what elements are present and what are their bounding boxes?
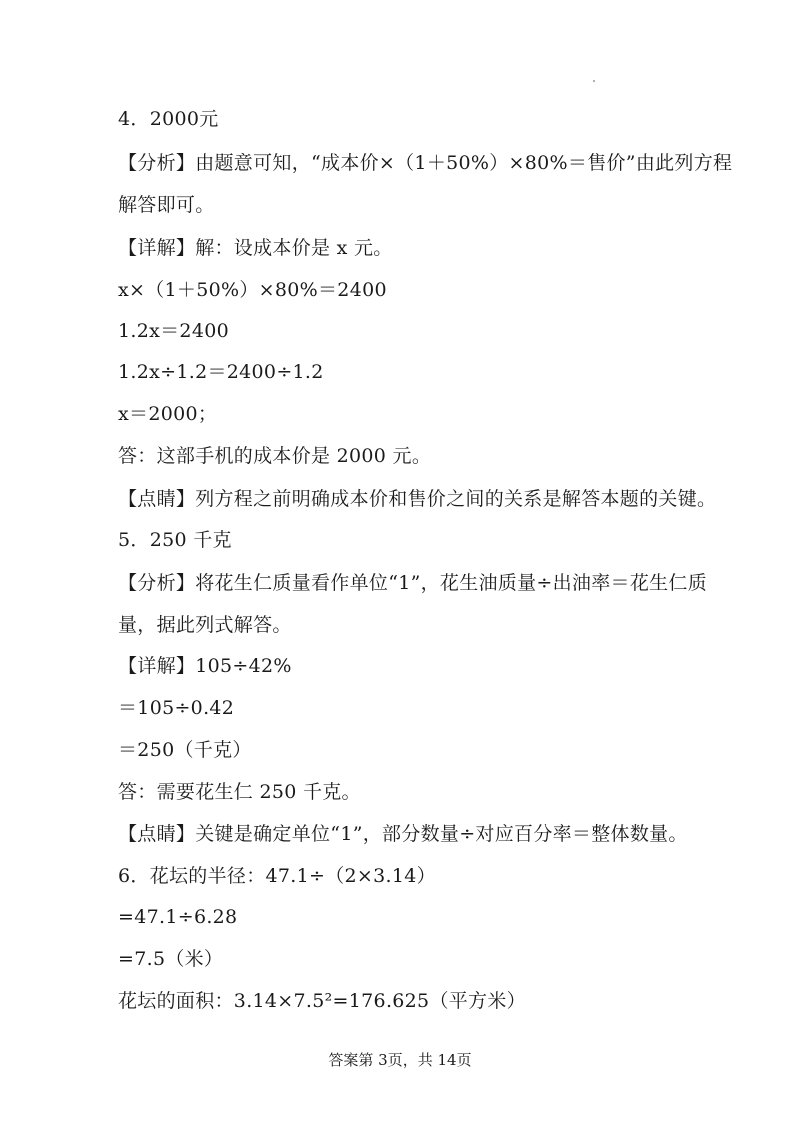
- answer-4-equation-2: 1.2x＝2400: [118, 320, 229, 342]
- answer-5-comment: 【点睛】关键是确定单位“1”，部分数量÷对应百分率＝整体数量。: [118, 823, 688, 845]
- answer-4-detail-intro: 【详解】解：设成本价是 x 元。: [118, 237, 393, 259]
- page-footer: 答案第 3页，共 14页: [328, 1051, 472, 1069]
- answer-4-equation-4: x＝2000；: [118, 403, 218, 425]
- answer-6-area: 花坛的面积：3.14×7.5²=176.625（平方米）: [118, 990, 526, 1012]
- answer-4-heading: 4．2000元: [118, 108, 219, 130]
- answer-6-step-2: =7.5（米）: [118, 948, 224, 970]
- answer-4-conclusion: 答：这部手机的成本价是 2000 元。: [118, 445, 432, 467]
- scan-speck: [593, 80, 595, 82]
- answer-4-equation-1: x×（1＋50%）×80%＝2400: [118, 279, 387, 301]
- answer-5-analysis-cont: 量，据此列式解答。: [118, 614, 292, 636]
- answer-4-comment: 【点睛】列方程之前明确成本价和售价之间的关系是解答本题的关键。: [118, 488, 717, 510]
- answer-4-analysis: 【分析】由题意可知，“成本价×（1＋50%）×80%＝售价”由此列方程: [118, 152, 733, 174]
- answer-5-analysis: 【分析】将花生仁质量看作单位“1”，花生油质量÷出油率＝花生仁质: [118, 572, 708, 594]
- answer-5-detail: 【详解】105÷42%: [118, 655, 292, 677]
- answer-6-step-1: =47.1÷6.28: [118, 906, 238, 928]
- answer-4-equation-3: 1.2x÷1.2＝2400÷1.2: [118, 361, 324, 383]
- answer-5-heading: 5．250 千克: [118, 529, 232, 551]
- answer-5-conclusion: 答：需要花生仁 250 千克。: [118, 781, 361, 803]
- answer-5-step-2: ＝250（千克）: [118, 739, 252, 761]
- answer-6-radius: 6．花坛的半径：47.1÷（2×3.14）: [118, 865, 436, 887]
- answer-5-step-1: ＝105÷0.42: [118, 697, 235, 719]
- answer-4-analysis-cont: 解答即可。: [118, 194, 215, 216]
